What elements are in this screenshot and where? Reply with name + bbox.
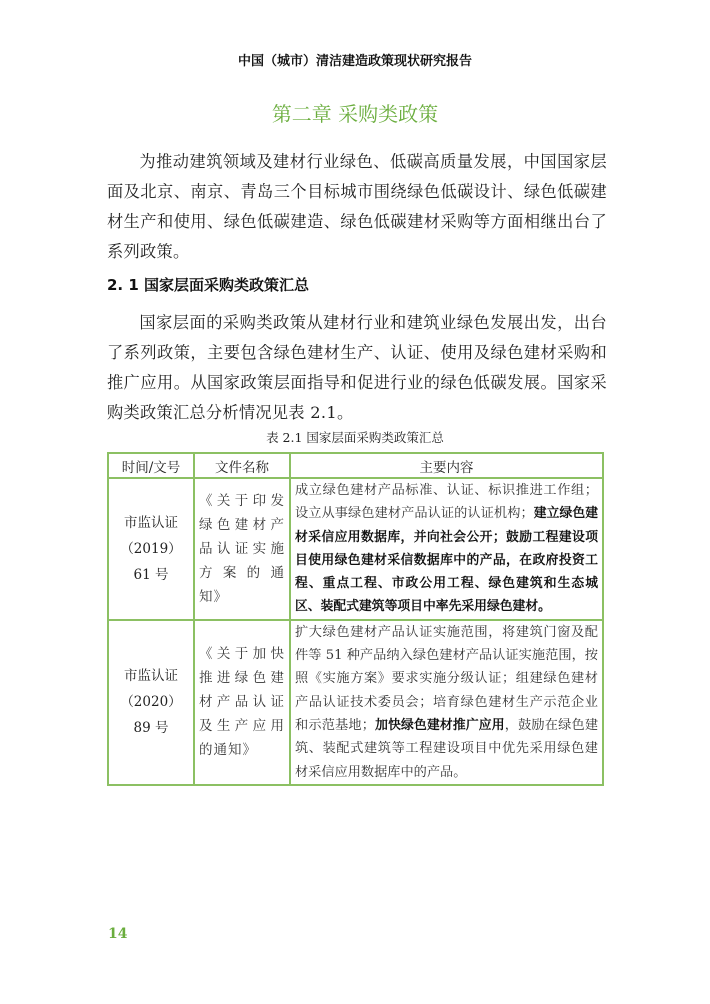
doc-number-line: 89 号 (133, 720, 169, 737)
content-text: ，鼓励在绿色建筑、装配式建筑等工程建设项目中优先采用绿色建材采信应用数据库中的产品。 (295, 717, 599, 780)
file-name-text-end: 知》 (199, 588, 228, 605)
file-name-text: 《关于印发绿色建材产品认证实施方案的通 (199, 492, 285, 581)
content-text: 成立绿色建材产品标准、认证、标识推进工作组；设立从事绿色建材产品认证的认证机构； (295, 483, 598, 522)
header-file-name: 文件名称 (194, 453, 290, 478)
file-name-text-end: 的通知》 (199, 742, 257, 759)
page-number: 14 (108, 926, 128, 942)
header-main-content: 主要内容 (290, 453, 603, 478)
section-paragraph: 国家层面的采购类政策从建材行业和建筑业绿色发展出发，出台了系列政策，主要包含绿色建材生产、认证、使用及绿色建材采购和推广应用。从国家政策层面指导和促进行业的绿色低碳发展。国家采购类政策汇总分析情况见表 2.1。 (107, 313, 607, 422)
header-doc-number: 时间/文号 (108, 453, 194, 478)
intro-paragraph: 为推动建筑领域及建材行业绿色、低碳高质量发展，中国国家层面及北京、南京、青岛三个目标城市围绕绿色低碳设计、绿色低碳建材生产和使用、绿色低碳建造、绿色低碳建材采购等方面相继出台了系列政策。 (107, 152, 607, 261)
table-row (108, 478, 603, 620)
doc-number-line: 市监认证 (124, 514, 178, 531)
main-content-cell (290, 478, 603, 620)
doc-number-line: （2019） (120, 540, 182, 557)
content-text: 扩大绿色建材产品认证实施范围，将建筑门窗及配件等 51 种产品纳入绿色建材产品认证实施范围，按照《实施方案》要求实施分级认证；组建绿色建材产品认证技术委员会；培育绿色建材生产示范企业和示范基地； (295, 624, 598, 733)
chapter-title: 第二章 采购类政策 (271, 102, 439, 126)
table-row (108, 620, 603, 785)
section-heading: 2. 1 国家层面采购类政策汇总 (107, 276, 310, 294)
doc-number-line: 市监认证 (124, 668, 178, 685)
main-content-cell (290, 620, 603, 785)
policy-table (107, 452, 604, 786)
running-header: 中国（城市）清洁建造政策现状研究报告 (237, 54, 472, 69)
doc-number-cell (108, 478, 194, 620)
doc-number-line: （2020） (120, 694, 182, 711)
file-name-text: 《关于加快推进绿色建材产品认证及生产应用 (199, 646, 285, 735)
file-name-cell (194, 620, 290, 785)
content-text-bold: 建立绿色建材采信应用数据库，并向社会公开；鼓励工程建设项目使用绿色建材采信数据库中的产品，在政府投资工程、重点工程、市政公用工程、绿色建筑和生态城区、装配式建筑等项目中率先采用绿色建材。 (295, 506, 599, 615)
file-name-cell (194, 478, 290, 620)
table-header-row (108, 453, 603, 478)
content-text-bold: 加快绿色建材推广应用 (374, 717, 505, 733)
doc-number-cell (108, 620, 194, 785)
table-caption: 表 2.1 国家层面采购类政策汇总 (266, 430, 444, 445)
doc-number-line: 61 号 (133, 566, 169, 583)
